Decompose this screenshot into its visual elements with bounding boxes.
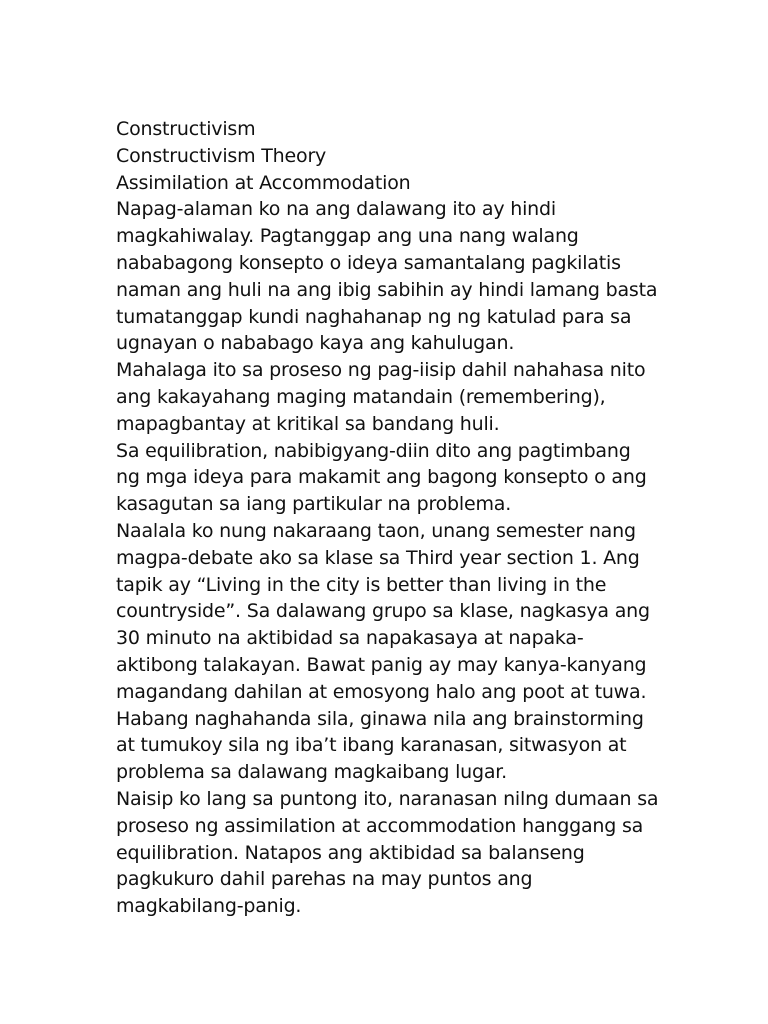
heading-constructivism: Constructivism	[116, 118, 256, 140]
text-line: pagkukuro dahil parehas na may puntos ang	[116, 868, 533, 891]
text-line: problema sa dalawang magkaibang lugar.	[116, 761, 508, 784]
text-line: Mahalaga ito sa proseso ng pag-iisip dahil nahahasa nito	[116, 359, 646, 382]
text-line: naman ang huli na ang ibig sabihin ay hindi lamang basta	[116, 278, 658, 301]
text-line: ang kakayahang maging matandain (remembering),	[116, 385, 606, 408]
text-line: at tumukoy sila ng iba’t ibang karanasan, sitwasyon at	[116, 734, 627, 757]
heading-constructivism-theory: Constructivism Theory	[116, 144, 327, 167]
text-line: aktibong talakayan. Bawat panig ay may kanya-kanyang	[116, 653, 647, 676]
text-line: magkabilang-panig.	[116, 895, 302, 918]
text-line: countryside”. Sa dalawang grupo sa klase, nagkasya ang	[116, 600, 650, 623]
text-line: tumatanggap kundi naghahanap ng ng katulad para sa	[116, 305, 632, 328]
text-line: tapik ay “Living in the city is better than living in the	[116, 573, 607, 596]
text-line: equilibration. Natapos ang aktibidad sa balanseng	[116, 841, 585, 864]
text-line: kasagutan sa iang partikular na problema.	[116, 493, 512, 516]
text-line: magkahiwalay. Pagtanggap ang una nang walang	[116, 225, 579, 248]
text-line: Naalala ko nung nakaraang taon, unang semester nang	[116, 519, 636, 542]
text-line: magandang dahilan at emosyong halo ang poot at tuwa.	[116, 680, 647, 703]
text-line: 30 minuto na aktibidad sa napakasaya at napaka-	[116, 627, 584, 650]
text-line: ugnayan o nababago kaya ang kahulugan.	[116, 332, 515, 355]
text-line: ng mga ideya para makamit ang bagong konsepto o ang	[116, 466, 647, 489]
text-line: magpa-debate ako sa klase sa Third year section 1. Ang	[116, 546, 640, 569]
text-line: Naisip ko lang sa puntong ito, naranasan nilng dumaan sa	[116, 787, 659, 810]
document-body	[116, 116, 676, 920]
text-line: Napag-alaman ko na ang dalawang ito ay hindi	[116, 198, 556, 221]
heading-assimilation: Assimilation at Accommodation	[116, 171, 411, 194]
text-line: Sa equilibration, nabibigyang-diin dito ang pagtimbang	[116, 439, 631, 462]
text-line: Habang naghahanda sila, ginawa nila ang brainstorming	[116, 707, 644, 730]
text-line: nababagong konsepto o ideya samantalang pagkilatis	[116, 251, 621, 274]
text-line: mapagbantay at kritikal sa bandang huli.	[116, 412, 500, 435]
text-line: proseso ng assimilation at accommodation hanggang sa	[116, 814, 644, 837]
